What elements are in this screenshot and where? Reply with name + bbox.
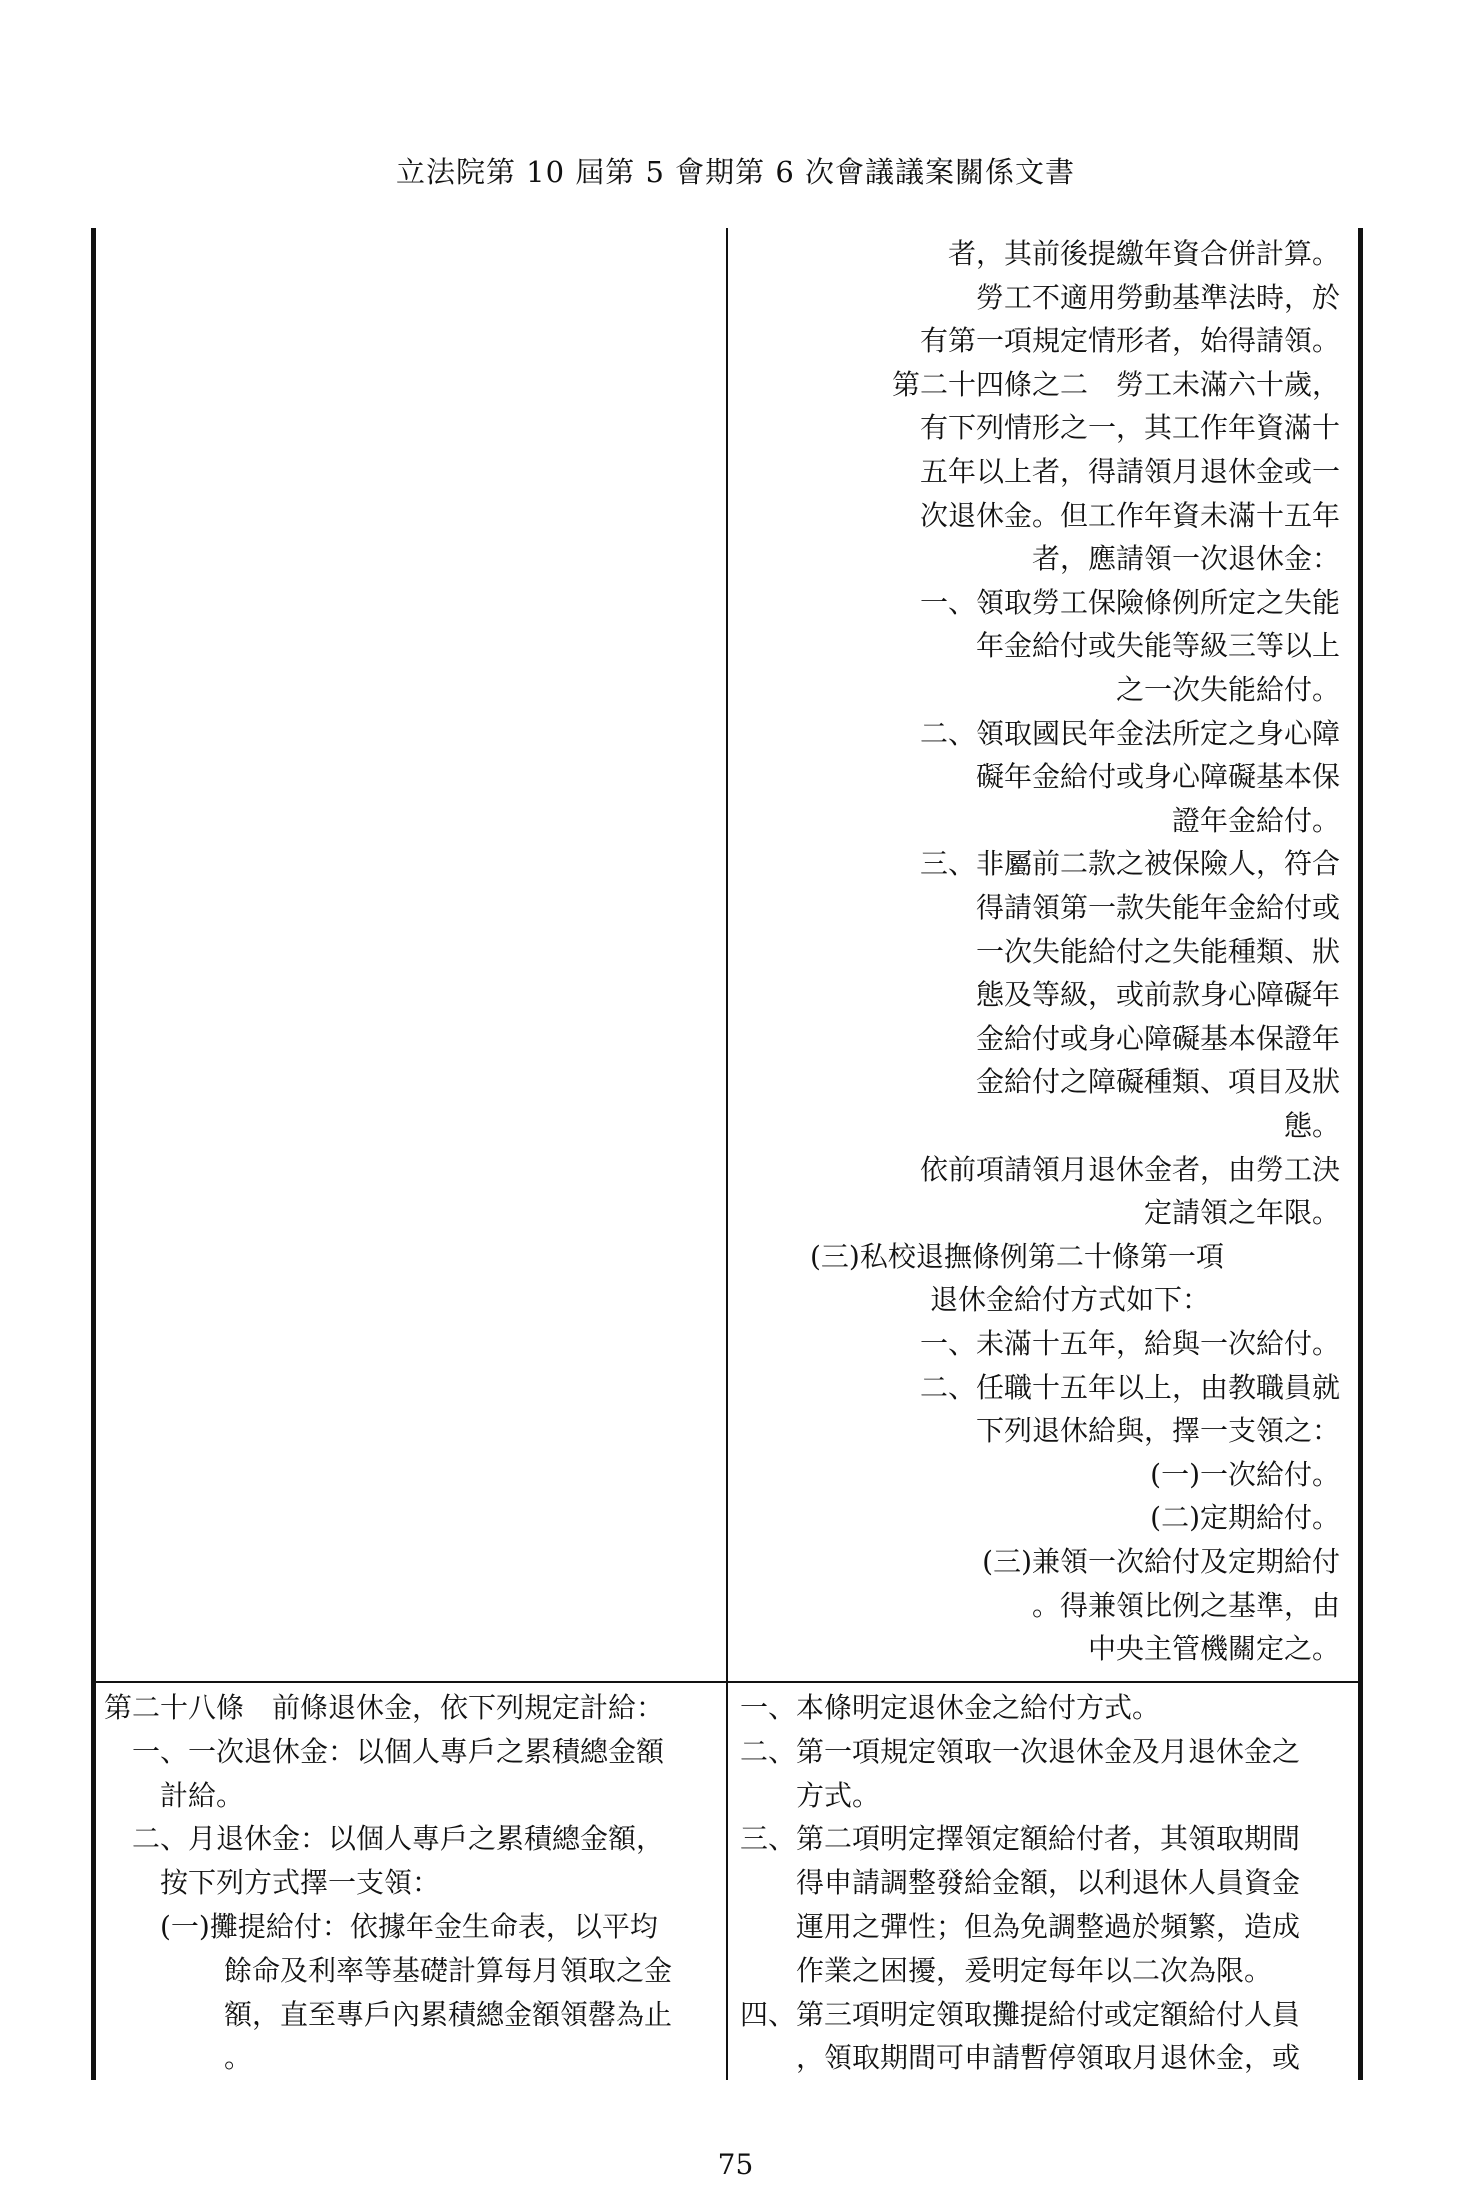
text-line: 勞工不適用勞動基準法時，於 (975, 280, 1340, 314)
text-line: 有第一項規定情形者，始得請領。 (919, 324, 1340, 358)
text-line: 一、本條明定退休金之給付方式。 (740, 1691, 1161, 1724)
page-number: 75 (717, 2148, 754, 2181)
lower-right-cell (740, 1686, 1348, 2076)
page-header: 立法院第 10 屆第 5 會期第 6 次會議議案關係文書 (395, 155, 1076, 189)
text-line: 者，應請領一次退休金： (1031, 542, 1340, 576)
text-line: 作業之困擾，爰明定每年以二次為限。 (796, 1953, 1273, 1987)
table-column-divider (726, 228, 728, 2080)
text-line: (三)兼領一次給付及定期給付 (982, 1545, 1340, 1578)
text-line: 年金給付或失能等級三等以上 (975, 629, 1340, 663)
text-line: 者，其前後提繳年資合併計算。 (947, 237, 1340, 270)
text-line: 一、未滿十五年，給與一次給付。 (919, 1327, 1340, 1360)
text-line: ，領取期間可申請暫停領取月退休金，或 (796, 2041, 1301, 2075)
text-line: 四、第三項明定領取攤提給付或定額給付人員 (740, 1997, 1301, 2031)
text-line: 態。 (1283, 1109, 1340, 1142)
text-line: 計給。 (160, 1778, 245, 1812)
text-line: 一次失能給付之失能種類、狀 (975, 934, 1340, 968)
text-line: 態及等級，或前款身心障礙年 (975, 978, 1340, 1012)
text-line: 礙年金給付或身心障礙基本保 (975, 760, 1340, 794)
text-line: 次退休金。但工作年資未滿十五年 (919, 498, 1340, 532)
lower-left-cell (104, 1686, 716, 2076)
text-line: (一)攤提給付：依據年金生命表，以平均 (160, 1910, 658, 1943)
text-line: 二、月退休金：以個人專戶之累積總金額， (132, 1822, 665, 1856)
text-line: 額，直至專戶內累積總金額領罄為止 (224, 1997, 673, 2031)
text-line: 之一次失能給付。 (1115, 673, 1340, 706)
text-line: 退休金給付方式如下： (930, 1283, 1211, 1317)
text-line: 金給付之障礙種類、項目及狀 (975, 1065, 1340, 1099)
table-left-border (91, 228, 96, 2080)
text-line: 金給付或身心障礙基本保證年 (975, 1021, 1340, 1055)
text-line: 下列退休給與，擇一支領之： (975, 1414, 1340, 1448)
text-line: 一、領取勞工保險條例所定之失能 (919, 585, 1340, 619)
text-line: 第二十四條之二 勞工未滿六十歲， (891, 367, 1340, 401)
text-line: 三、第二項明定擇領定額給付者，其領取期間 (740, 1822, 1301, 1856)
text-line: (三)私校退撫條例第二十條第一項 (810, 1239, 1224, 1273)
text-line: 一、一次退休金：以個人專戶之累積總金額 (132, 1734, 665, 1768)
text-line: 。 (224, 2041, 253, 2075)
text-line: 得申請調整發給金額，以利退休人員資金 (796, 1866, 1301, 1900)
upper-right-cell (740, 232, 1340, 1672)
text-line: 有下列情形之一，其工作年資滿十 (919, 411, 1340, 445)
text-line: (一)一次給付。 (1150, 1457, 1340, 1491)
text-line: 餘命及利率等基礎計算每月領取之金 (224, 1953, 673, 1987)
text-line: 二、領取國民年金法所定之身心障 (919, 716, 1340, 750)
text-line: 三、非屬前二款之被保險人，符合 (919, 847, 1340, 881)
text-line: 按下列方式擇一支領： (160, 1866, 441, 1900)
table-right-border (1358, 228, 1363, 2080)
text-line: 方式。 (796, 1778, 881, 1812)
text-line: 定請領之年限。 (1143, 1196, 1340, 1230)
text-line: 運用之彈性；但為免調整過於頻繁，造成 (796, 1910, 1301, 1943)
text-line: 得請領第一款失能年金給付或 (975, 891, 1340, 924)
table-row-divider (91, 1681, 1363, 1683)
text-line: 依前項請領月退休金者，由勞工決 (919, 1152, 1340, 1186)
text-line: 二、任職十五年以上，由教職員就 (919, 1370, 1340, 1404)
text-line: 二、第一項規定領取一次退休金及月退休金之 (740, 1734, 1301, 1768)
text-line: 。得兼領比例之基準，由 (1031, 1588, 1340, 1622)
text-line: 中央主管機關定之。 (1087, 1632, 1340, 1666)
text-line: 第二十八條 前條退休金，依下列規定計給： (104, 1691, 665, 1724)
text-line: (二)定期給付。 (1150, 1501, 1340, 1535)
text-line: 證年金給付。 (1171, 803, 1340, 837)
text-line: 五年以上者，得請領月退休金或一 (919, 455, 1340, 488)
